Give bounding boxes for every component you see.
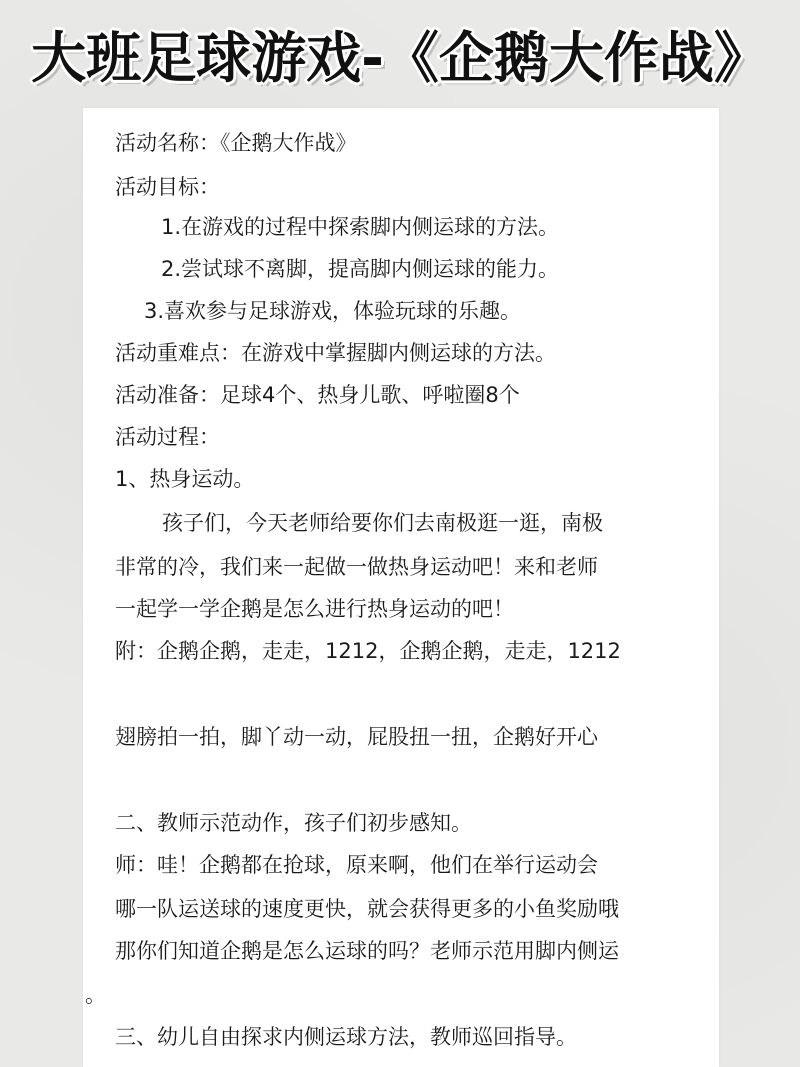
paragraph-line: 一起学一学企鹅是怎么进行热身运动的吧！ (115, 597, 514, 621)
section-3-heading: 三、幼儿自由探求内侧运球方法，教师巡回指导。 (115, 1025, 577, 1049)
paragraph-line: 那你们知道企鹅是怎么运球的吗？老师示范用脚内侧运 (115, 939, 619, 963)
paragraph-line: 孩子们，今天老师给要你们去南极逛一逛，南极 (162, 511, 603, 535)
activity-goals-heading: 活动目标： (115, 175, 220, 199)
page-title: 大班足球游戏-《企鹅大作战》 (31, 26, 769, 90)
paragraph-line: 哪一队运送球的速度更快，就会获得更多的小鱼奖励哦 (115, 897, 619, 921)
paragraph-line: 非常的冷，我们来一起做一做热身运动吧！来和老师 (115, 555, 598, 579)
goal-item-3: 3.喜欢参与足球游戏，体验玩球的乐趣。 (144, 299, 522, 323)
section-1-heading: 1、热身运动。 (115, 467, 255, 491)
document-card (83, 108, 719, 1067)
rhyme-line: 翅膀拍一拍，脚丫动一动，屁股扭一扭，企鹅好开心 (115, 725, 598, 749)
paragraph-line: 。 (85, 983, 106, 1007)
goal-item-2: 2.尝试球不离脚，提高脚内侧运球的能力。 (161, 257, 560, 281)
activity-name-line: 活动名称：《企鹅大作战》 (115, 131, 357, 155)
rhyme-line: 附：企鹅企鹅，走走，1212，企鹅企鹅，走走，1212 (115, 639, 621, 663)
key-points-line: 活动重难点：在游戏中掌握脚内侧运球的方法。 (115, 341, 556, 365)
preparation-line: 活动准备：足球4个、热身儿歌、呼啦圈8个 (115, 383, 520, 407)
process-heading: 活动过程： (115, 425, 220, 449)
paragraph-line: 师：哇！企鹅都在抢球，原来啊，他们在举行运动会 (115, 853, 598, 877)
section-2-heading: 二、教师示范动作，孩子们初步感知。 (115, 811, 472, 835)
goal-item-1: 1.在游戏的过程中探索脚内侧运球的方法。 (161, 215, 560, 239)
